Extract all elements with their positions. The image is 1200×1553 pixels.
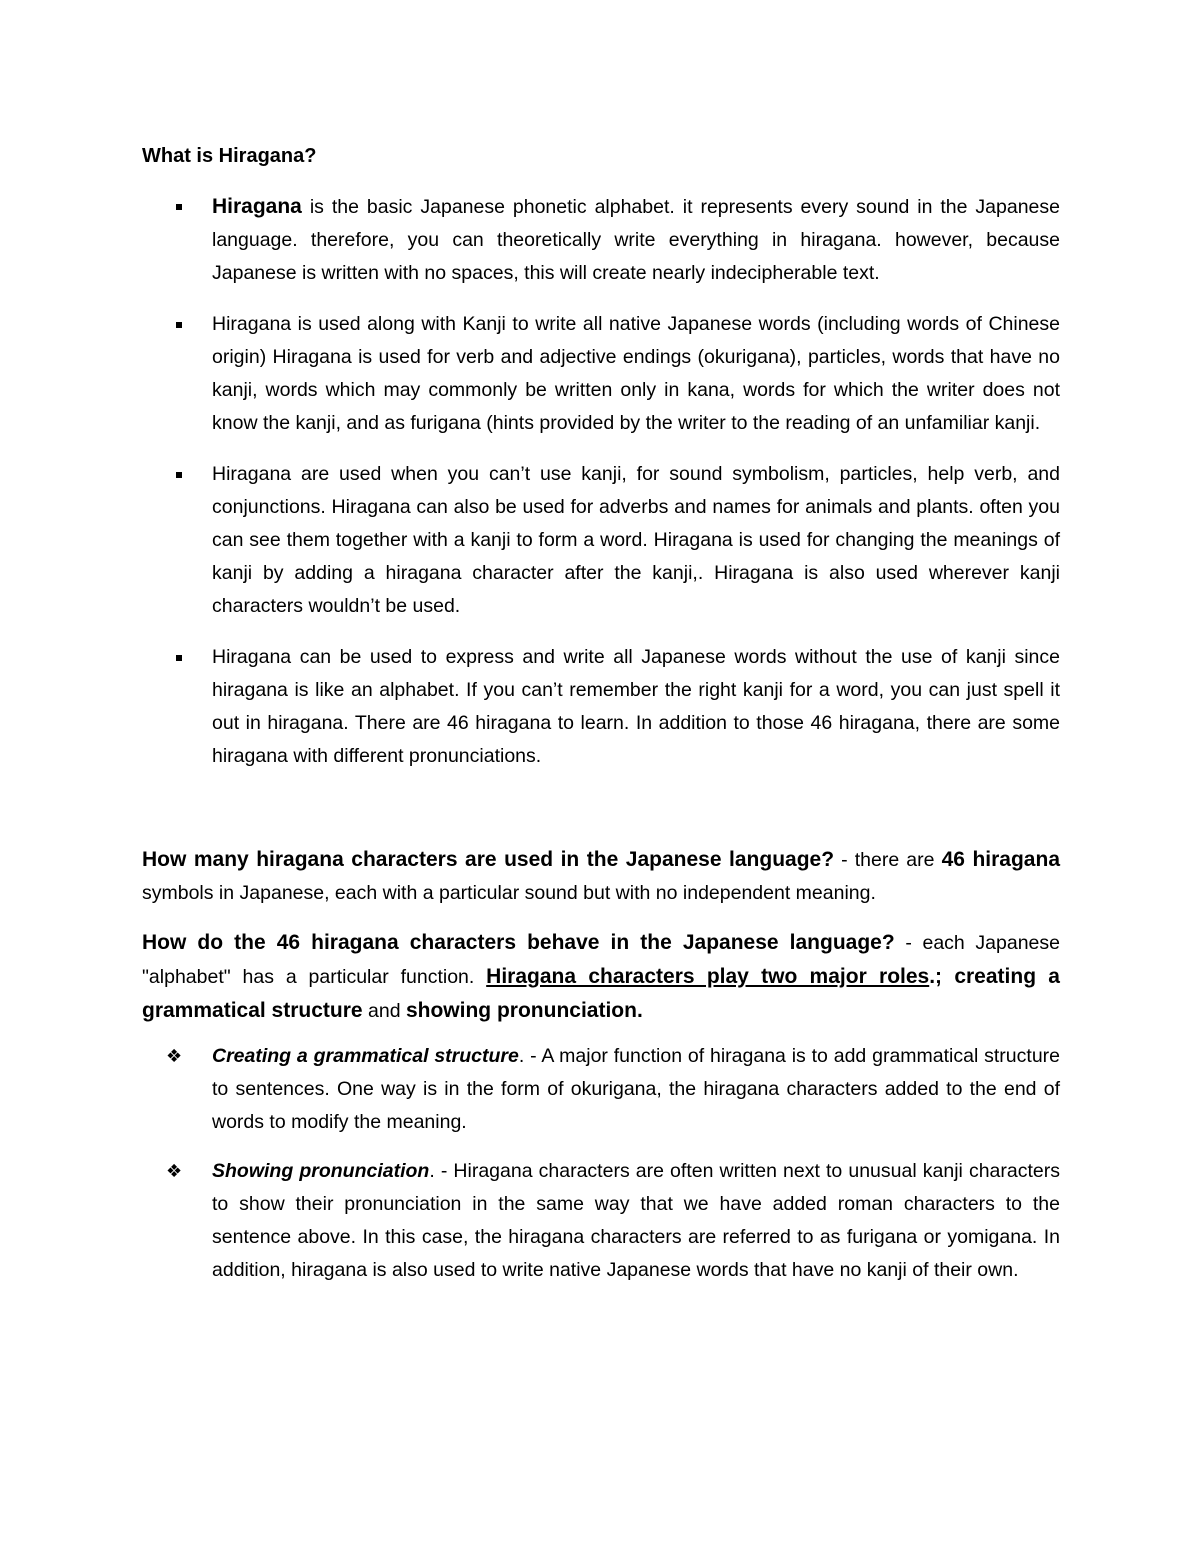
conjunction-text: and [362, 1000, 406, 1022]
square-bullet-icon [176, 655, 182, 661]
diamond-bullet-icon: ❖ [166, 1046, 183, 1066]
bold-phrase: creating a grammatical structure [142, 965, 1060, 1022]
square-bullet-icon [176, 472, 182, 478]
list-item-text: Hiragana is used along with Kanji to write all native Japanese words (including words of Chinese origin) Hiragana is used for verb and adjective endings (okurigana), particles, words that have no kanji, words which may commonly be written only in kana, words for which the writer does not know the kanji, and as furigana (hints provided by the writer to the reading of an unfamiliar kanji. [212, 313, 1060, 434]
list-item [142, 458, 1060, 623]
underlined-phrase: Hiragana characters play two major roles [486, 965, 930, 988]
roles-list [142, 1040, 1060, 1303]
role-heading: Creating a grammatical structure [212, 1045, 519, 1067]
answer-text: symbols in Japanese, each with a particular sound but with no independent meaning. [142, 882, 876, 904]
bold-phrase: showing pronunciation. [405, 999, 643, 1022]
page-title: What is Hiragana? [142, 145, 317, 167]
square-bullet-icon [176, 322, 182, 328]
role-text: . - Hiragana characters are often written next to unusual kanji characters to show their pronunciation in the same way that we have added roman characters to the sentence above. In this case, the hiragana characters are referred to as furigana or yomigana. In addition, hiragana is also used to write native Japanese words that have no kanji of their own. [212, 1160, 1060, 1281]
bullet-list [142, 190, 1060, 791]
answer-text: - each Japanese "alphabet" has a particular function. [142, 932, 1061, 988]
answer-text: - there are [834, 849, 942, 871]
diamond-bullet-icon: ❖ [166, 1161, 183, 1181]
list-item [142, 190, 1060, 290]
punctuation: .; [929, 965, 955, 988]
square-bullet-icon [176, 204, 182, 210]
bold-term: Hiragana [212, 195, 302, 218]
list-item [142, 1155, 1060, 1287]
list-item [142, 641, 1060, 773]
list-item-text: is the basic Japanese phonetic alphabet. it represents every sound in the Japanese language. therefore, you can theoretically write everything in hiragana. however, because Japanese is written with no spaces, this will create nearly indecipherable text. [212, 196, 1060, 284]
role-heading: Showing pronunciation [212, 1160, 430, 1182]
question-paragraph-2 [142, 926, 1060, 1028]
list-item [142, 308, 1060, 440]
question-text: How many hiragana characters are used in the Japanese language? [142, 848, 835, 871]
answer-bold: 46 hiragana [941, 848, 1060, 871]
role-text: . - A major function of hiragana is to add grammatical structure to sentences. One way is in the form of okurigana, the hiragana characters added to the end of words to modify the meaning. [212, 1045, 1060, 1133]
list-item-text: Hiragana can be used to express and write all Japanese words without the use of kanji since hiragana is like an alphabet. If you can’t remember the right kanji for a word, you can just spell it out in hiragana. There are 46 hiragana to learn. In addition to those 46 hiragana, there are some hiragana with different pronunciations. [212, 646, 1060, 767]
list-item-text: Hiragana are used when you can’t use kanji, for sound symbolism, particles, help verb, and conjunctions. Hiragana can also be used for adverbs and names for animals and plants. often you can see them together with a kanji to form a word. Hiragana is used for changing the meanings of kanji by adding a hiragana character after the kanji,. Hiragana is also used wherever kanji characters wouldn’t be used. [212, 463, 1060, 617]
list-item [142, 1040, 1060, 1139]
question-paragraph-1 [142, 843, 1060, 910]
question-text: How do the 46 hiragana characters behave in the Japanese language? [142, 931, 895, 954]
